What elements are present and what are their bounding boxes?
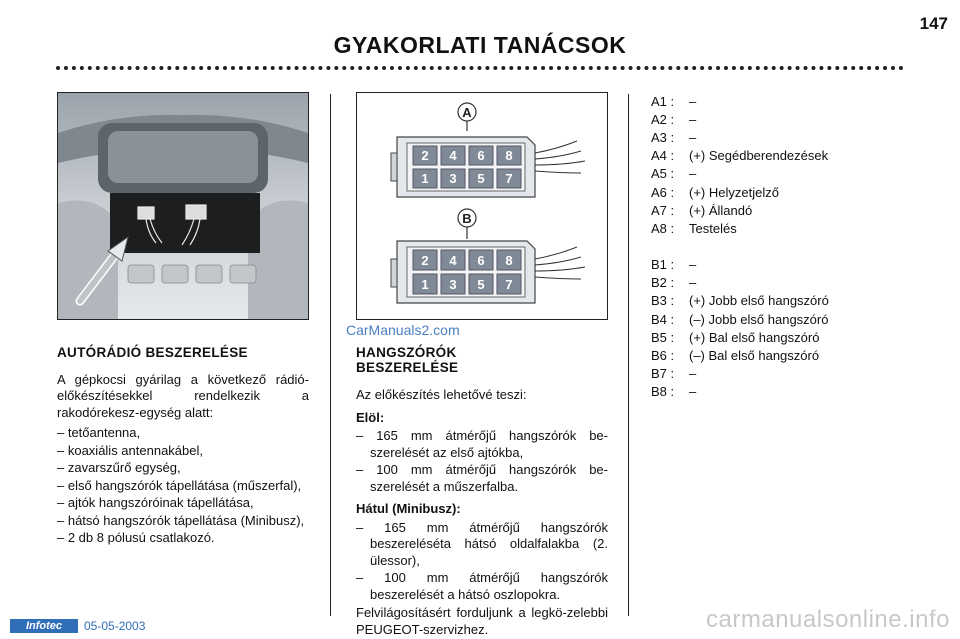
pin-id: A3 : bbox=[651, 129, 675, 145]
table-row bbox=[651, 274, 829, 292]
list-item: – 2 db 8 pólusú csatlakozó. bbox=[57, 530, 215, 545]
radio-install-intro: A gépkocsi gyárilag a következő rádió-előkészítésekkel rendelkezik a rakodórekesz-egység alatt: bbox=[57, 371, 309, 420]
radio-install-section bbox=[57, 345, 309, 548]
table-row bbox=[651, 147, 829, 165]
pin-assignment-table bbox=[651, 92, 829, 401]
front-label: Elöl: bbox=[356, 409, 385, 425]
pin-id: B8 : bbox=[651, 384, 675, 400]
pin-label: 3 bbox=[449, 171, 457, 186]
pin-function: – bbox=[689, 384, 697, 400]
table-row bbox=[651, 92, 829, 110]
pin-label: 1 bbox=[421, 171, 429, 186]
page-title: GYAKORLATI TANÁCSOK bbox=[333, 32, 627, 58]
infotec-logo: Infotec bbox=[10, 619, 78, 633]
connector-a-label: A bbox=[462, 105, 472, 120]
list-item: – tetőantenna, bbox=[57, 425, 141, 440]
pin-label: 3 bbox=[449, 277, 457, 292]
connector-diagram bbox=[356, 92, 608, 320]
pin-function: (–) Bal első hangszóró bbox=[689, 348, 820, 364]
pin-function: (+) Állandó bbox=[689, 202, 753, 218]
column-divider-left bbox=[330, 94, 331, 616]
pin-id: B6 : bbox=[651, 348, 675, 364]
pin-id: A5 : bbox=[651, 166, 675, 182]
radio-install-heading: AUTÓRÁDIÓ BESZERELÉSE bbox=[57, 345, 248, 360]
pin-id: B5 : bbox=[651, 329, 675, 345]
pin-function: (–) Jobb első hangszóró bbox=[689, 311, 829, 327]
pin-function: (+) Bal első hangszóró bbox=[689, 329, 820, 345]
list-item: – koaxiális antennakábel, bbox=[57, 442, 203, 458]
dashboard-drawing bbox=[58, 93, 308, 319]
pin-function: (+) Segédberendezések bbox=[689, 148, 829, 164]
list-item: – 165 mm átmérőjű hangszórók beszereléséta hátsó oldalfalakba (2. ülessor), bbox=[356, 519, 608, 568]
table-row bbox=[651, 383, 829, 401]
table-row bbox=[651, 128, 829, 146]
dashboard-illustration bbox=[57, 92, 309, 320]
list-item: – első hangszórók tápellátása (műszerfal), bbox=[57, 477, 302, 493]
pin-id: B7 : bbox=[651, 366, 675, 382]
table-row bbox=[651, 292, 829, 310]
watermark-carmanualsonline: carmanualsonline.info bbox=[706, 606, 950, 633]
pin-label: 7 bbox=[505, 171, 513, 186]
pin-id: A8 : bbox=[651, 220, 675, 236]
speaker-closing-note: Felvilágosításért forduljunk a legkö-zelebbi PEUGEOT-szervizhez. bbox=[356, 605, 608, 637]
speaker-heading-line2: BESZERELÉSE bbox=[356, 360, 459, 375]
table-row bbox=[651, 219, 829, 237]
column-divider-right bbox=[628, 94, 629, 616]
pin-label: 8 bbox=[505, 148, 513, 163]
speaker-heading-line1: HANGSZÓRÓK bbox=[356, 345, 457, 360]
pin-label: 8 bbox=[505, 253, 513, 268]
pin-function: – bbox=[689, 275, 697, 291]
pin-id: A4 : bbox=[651, 148, 675, 164]
pin-label: 2 bbox=[421, 148, 429, 163]
pin-id: B1 : bbox=[651, 257, 675, 273]
pin-label: 6 bbox=[477, 253, 485, 268]
pin-id: A7 : bbox=[651, 202, 675, 218]
table-row bbox=[651, 256, 829, 274]
pin-label: 2 bbox=[421, 253, 429, 268]
pin-id: A1 : bbox=[651, 93, 675, 109]
pin-id: A2 : bbox=[651, 111, 675, 127]
pin-function: – bbox=[689, 166, 697, 182]
pin-function: – bbox=[689, 257, 697, 273]
table-row bbox=[651, 365, 829, 383]
list-item: – zavarszűrő egység, bbox=[57, 460, 181, 475]
pin-label: 1 bbox=[421, 277, 429, 292]
pin-list-gap bbox=[651, 238, 829, 256]
pin-label: 7 bbox=[505, 277, 513, 292]
list-item: – 100 mm átmérőjű hangszórók beszerelését a hátsó oszlopokra. bbox=[356, 570, 608, 602]
table-row bbox=[651, 346, 829, 364]
pin-function: (+) Jobb első hangszóró bbox=[689, 293, 829, 309]
pin-id: B2 : bbox=[651, 275, 675, 291]
list-item: – 165 mm átmérőjű hangszórók be-szerelését az első ajtókba, bbox=[356, 428, 608, 460]
list-item: – ajtók hangszóróinak tápellátása, bbox=[57, 495, 254, 510]
connector-drawing bbox=[357, 93, 607, 319]
pin-function: – bbox=[689, 129, 697, 145]
table-row bbox=[651, 110, 829, 128]
pin-function: – bbox=[689, 366, 697, 382]
footer-date: 05-05-2003 bbox=[84, 619, 146, 633]
table-row bbox=[651, 310, 829, 328]
connector-a-pin-list bbox=[651, 92, 829, 238]
list-item: – 100 mm átmérőjű hangszórók be-szerelését a műszerfalba. bbox=[356, 462, 608, 494]
pin-label: 4 bbox=[449, 253, 457, 268]
watermark-carmanuals2: CarManuals2.com bbox=[346, 322, 460, 338]
speaker-intro: Az előkészítés lehetővé teszi: bbox=[356, 387, 527, 402]
pin-label: 5 bbox=[477, 277, 485, 292]
pin-id: A6 : bbox=[651, 184, 675, 200]
title-divider bbox=[56, 66, 904, 70]
connector-b-label: B bbox=[462, 211, 472, 226]
table-row bbox=[651, 328, 829, 346]
pin-label: 5 bbox=[477, 171, 485, 186]
pin-function: (+) Helyzetjelző bbox=[689, 184, 779, 200]
connector-b-pin-list bbox=[651, 256, 829, 402]
pin-id: B4 : bbox=[651, 311, 675, 327]
pin-id: B3 : bbox=[651, 293, 675, 309]
pin-function: Testelés bbox=[689, 220, 737, 236]
pin-label: 6 bbox=[477, 148, 485, 163]
rear-label: Hátul (Minibusz): bbox=[356, 501, 461, 516]
table-row bbox=[651, 165, 829, 183]
table-row bbox=[651, 201, 829, 219]
speaker-install-section bbox=[356, 345, 608, 639]
pin-function: – bbox=[689, 111, 697, 127]
page-number: 147 bbox=[919, 14, 948, 33]
pin-function: – bbox=[689, 93, 697, 109]
pin-label: 4 bbox=[449, 148, 457, 163]
table-row bbox=[651, 183, 829, 201]
speaker-install-heading bbox=[356, 345, 608, 375]
list-item: – hátsó hangszórók tápellátása (Minibusz), bbox=[57, 512, 305, 528]
